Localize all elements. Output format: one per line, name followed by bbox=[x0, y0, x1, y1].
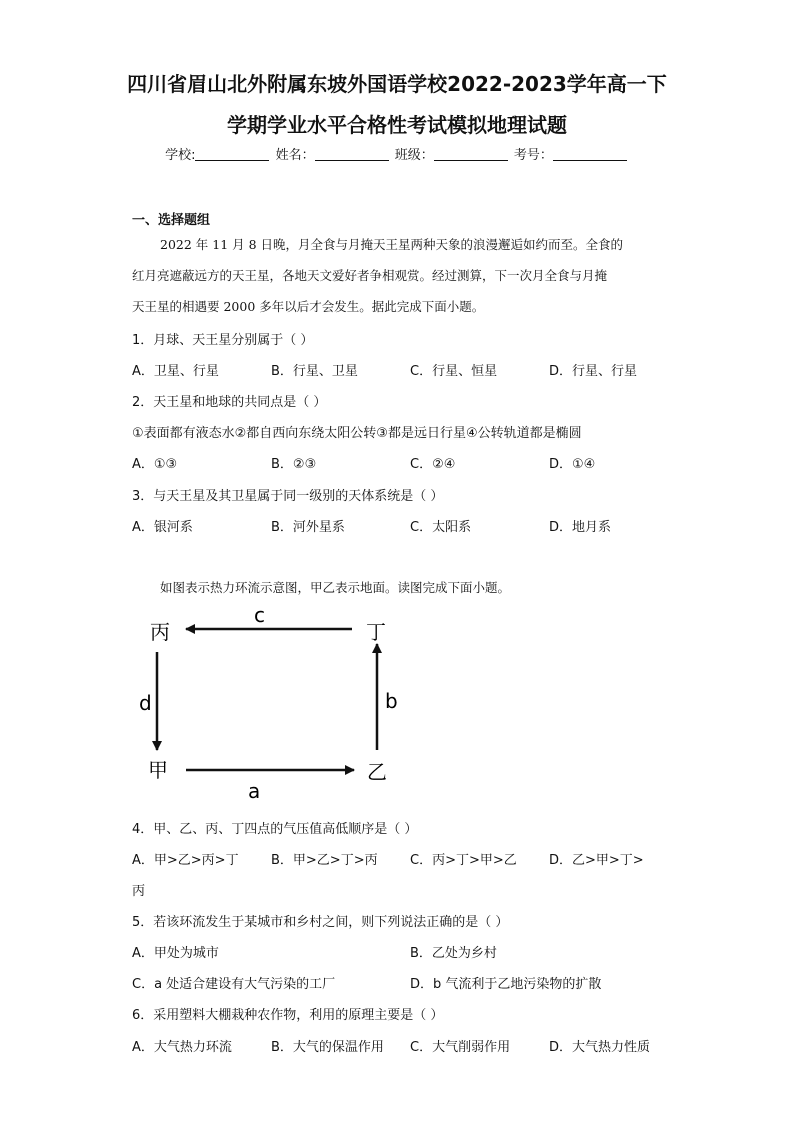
q1-option-a[interactable]: A．卫星、行星 bbox=[132, 364, 219, 379]
label-c: c bbox=[254, 603, 265, 627]
exam-number-blank[interactable] bbox=[553, 146, 627, 161]
q3-option-d[interactable]: D．地月系 bbox=[549, 520, 612, 535]
section-heading: 一、选择题组 bbox=[132, 213, 211, 228]
exam-title-line1: 四川省眉山北外附属东坡外国语学校2022-2023学年高一下 bbox=[127, 72, 667, 96]
class-label: 班级： bbox=[394, 148, 434, 163]
q5-stem: 5．若该环流发生于某城市和乡村之间，则下列说法正确的是（ ） bbox=[132, 915, 509, 930]
node-yi: 乙 bbox=[367, 760, 387, 784]
school-label: 学校: bbox=[165, 148, 196, 163]
q1-option-c[interactable]: C．行星、恒星 bbox=[410, 364, 498, 379]
name-label: 姓名： bbox=[275, 148, 315, 163]
node-bing: 丙 bbox=[150, 620, 170, 644]
school-field[interactable] bbox=[165, 144, 271, 163]
q4-option-d-wrap: 丙 bbox=[132, 884, 146, 899]
passage1-line2: 红月亮遮蔽远方的天王星，各地天文爱好者争相观赏。经过测算，下一次月全食与月掩 bbox=[132, 268, 608, 283]
student-info-row bbox=[0, 144, 794, 163]
label-d: d bbox=[139, 691, 152, 715]
name-blank[interactable] bbox=[315, 146, 389, 161]
node-ding: 丁 bbox=[366, 620, 386, 644]
q3-option-c[interactable]: C．太阳系 bbox=[410, 520, 472, 535]
q6-option-c[interactable]: C．大气削弱作用 bbox=[410, 1040, 511, 1055]
q6-option-d[interactable]: D．大气热力性质 bbox=[549, 1040, 651, 1055]
q6-stem: 6．采用塑料大棚栽种农作物，利用的原理主要是（ ） bbox=[132, 1008, 444, 1023]
q1-stem: 1．月球、天王星分别属于（ ） bbox=[132, 333, 314, 348]
q2-option-b[interactable]: B．②③ bbox=[271, 457, 317, 472]
passage1-line1: 2022 年 11 月 8 日晚，月全食与月掩天王星两种天象的浪漫邂逅如约而至。全食的 bbox=[160, 237, 624, 252]
q3-option-a[interactable]: A．银河系 bbox=[132, 520, 193, 535]
passage1-line3: 天王星的相遇要 2000 多年以后才会发生。据此完成下面小题。 bbox=[132, 299, 485, 314]
exam-number-label: 考号： bbox=[513, 148, 553, 163]
q4-option-d[interactable]: D．乙>甲>丁> bbox=[549, 853, 644, 868]
passage2: 如图表示热力环流示意图，甲乙表示地面。读图完成下面小题。 bbox=[160, 580, 511, 595]
q5-option-c[interactable]: C．a 处适合建设有大气污染的工厂 bbox=[132, 977, 336, 992]
q2-statements: ①表面都有液态水②都自西向东绕太阳公转③都是远日行星④公转轨道都是椭圆 bbox=[132, 426, 582, 441]
q1-option-d[interactable]: D．行星、行星 bbox=[549, 364, 638, 379]
q3-option-b[interactable]: B．河外星系 bbox=[271, 520, 345, 535]
thermal-circulation-diagram bbox=[130, 600, 420, 810]
q6-option-a[interactable]: A．大气热力环流 bbox=[132, 1040, 232, 1055]
q5-option-d[interactable]: D．b 气流利于乙地污染物的扩散 bbox=[410, 977, 602, 992]
class-field[interactable] bbox=[395, 144, 510, 163]
label-b: b bbox=[385, 689, 398, 713]
q5-option-a[interactable]: A．甲处为城市 bbox=[132, 946, 219, 961]
exam-title-line2: 学期学业水平合格性考试模拟地理试题 bbox=[227, 113, 567, 137]
q2-stem: 2．天王星和地球的共同点是（ ） bbox=[132, 395, 327, 410]
node-jia: 甲 bbox=[148, 758, 168, 782]
q2-option-a[interactable]: A．①③ bbox=[132, 457, 178, 472]
q5-option-b[interactable]: B．乙处为乡村 bbox=[410, 946, 497, 961]
school-blank[interactable] bbox=[195, 146, 269, 161]
label-a: a bbox=[248, 779, 261, 803]
q4-stem: 4．甲、乙、丙、丁四点的气压值高低顺序是（ ） bbox=[132, 822, 418, 837]
q4-option-a[interactable]: A．甲>乙>丙>丁 bbox=[132, 853, 239, 868]
name-field[interactable] bbox=[276, 144, 391, 163]
q2-option-d[interactable]: D．①④ bbox=[549, 457, 596, 472]
q1-option-b[interactable]: B．行星、卫星 bbox=[271, 364, 358, 379]
q3-stem: 3．与天王星及其卫星属于同一级别的天体系统是（ ） bbox=[132, 489, 444, 504]
q2-option-c[interactable]: C．②④ bbox=[410, 457, 456, 472]
class-blank[interactable] bbox=[434, 146, 508, 161]
q6-option-b[interactable]: B．大气的保温作用 bbox=[271, 1040, 384, 1055]
exam-number-field[interactable] bbox=[514, 144, 629, 163]
q4-option-b[interactable]: B．甲>乙>丁>丙 bbox=[271, 853, 378, 868]
q4-option-c[interactable]: C．丙>丁>甲>乙 bbox=[410, 853, 517, 868]
